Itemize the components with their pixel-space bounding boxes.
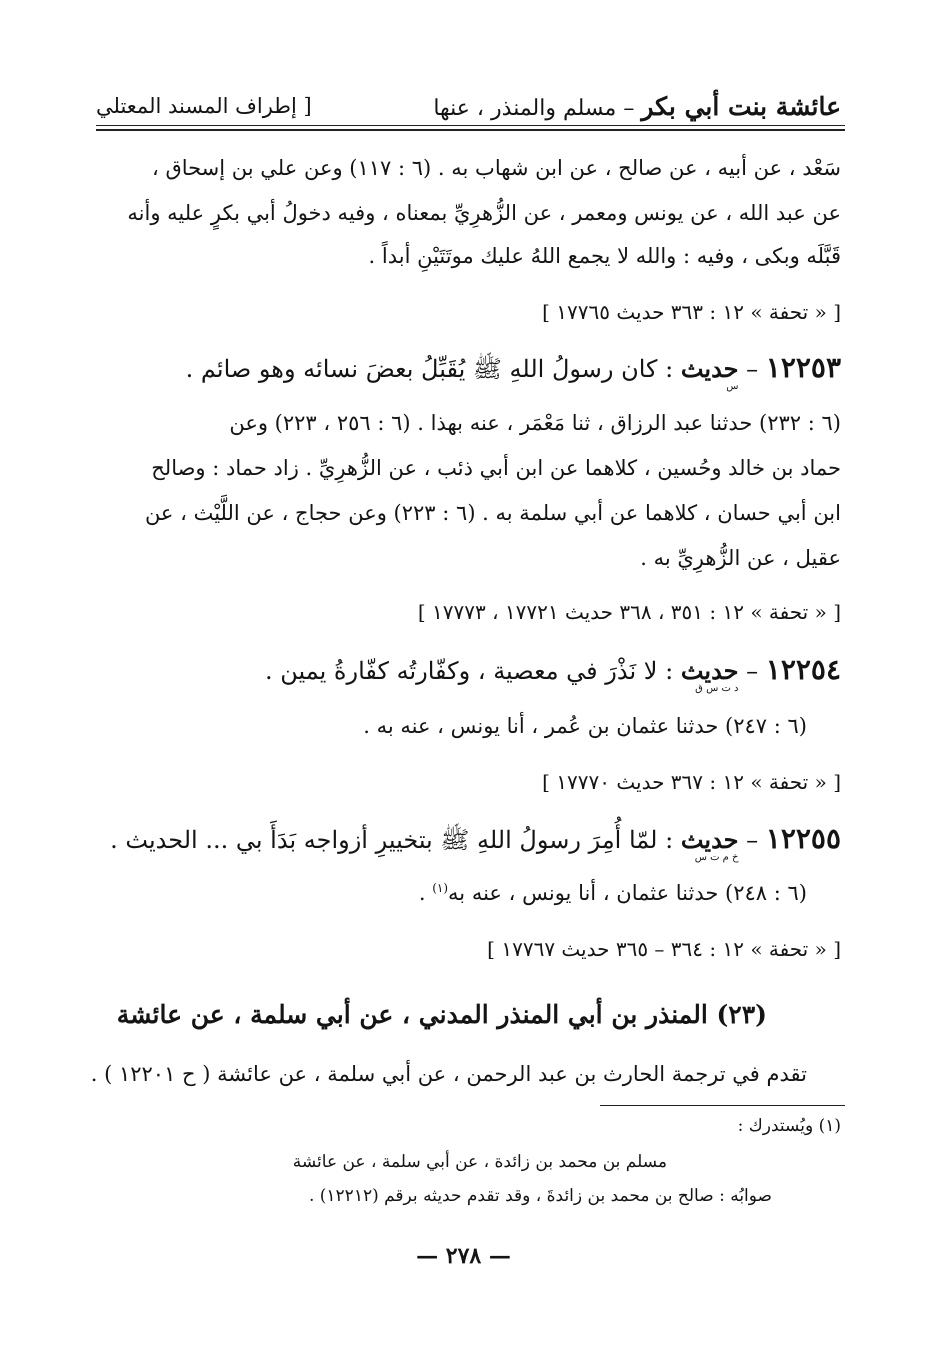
tuhfa-reference-2: [ « تحفة » ١٢ : ٣٥١ ، ٣٦٨ حديث ١٧٧٢١ ، ١٧٧٧٣ ] — [417, 600, 841, 624]
hadith-12253-line-3: ابن أبي حسان ، كلاهما عن أبي سلمة به . (٦ : ٢٢٣) وعن حجاج ، عن اللَّيْث ، عن — [144, 501, 841, 525]
intro-line-3: قَبَّلَه وبكى ، وفيه : والله لا يجمع اللهُ عليك موتَتَيْنِ أبداً . — [368, 244, 841, 268]
hadith-keyword: حديث — [680, 354, 739, 383]
footnote-marker: (١) — [432, 881, 449, 895]
tuhfa-reference-1: [ « تحفة » ١٢ : ٣٦٣ حديث ١٧٧٦٥ ] — [542, 300, 841, 324]
hadith-12253-line-1: (٦ : ٢٣٢) حدثنا عبد الرزاق ، ثنا مَعْمَر ، عنه بهذا . (٦ : ٢٥٦ ، ٢٢٣) وعن — [229, 411, 841, 435]
intro-line-2: عن عبد الله ، عن يونس ومعمر ، عن الزُّهرِيِّ بمعناه ، وفيه دخولُ أبي بكرٍ عليه وأنه — [127, 201, 841, 225]
footnote-separator — [600, 1105, 845, 1106]
hadith-12253-line-2: حماد بن خالد وحُسين ، كلاهما عن ابن أبي ذئب ، عن الزُّهرِيِّ . زاد حماد : وصالح — [151, 456, 841, 480]
hadith-dash: – — [746, 657, 759, 685]
header-subject: عائشة بنت أبي بكر — [641, 92, 841, 121]
hadith-sigla: س — [726, 381, 739, 392]
footnote-label: (١) ويُستدرك : — [737, 1116, 841, 1136]
hadith-keyword: حديث — [680, 825, 739, 854]
line-end: . — [418, 881, 433, 905]
hadith-12255-chain: (٦ : ٢٤٨) حدثنا عثمان ، أنا يونس ، عنه به — [448, 881, 807, 905]
section-23-text: تقدم في ترجمة الحارث بن عبد الرحمن ، عن أبي سلمة ، عن عائشة ( ح ١٢٢٠١ ) . — [90, 1062, 807, 1086]
hadith-number: ١٢٢٥٤ — [765, 653, 841, 686]
hadith-sigla: خ م ت س — [694, 852, 739, 863]
footnote-line-2: صوابُه : صالح بن محمد بن زائدةَ ، وقد تقدم حديثه برقم (١٢٢١٢) . — [308, 1186, 772, 1206]
hadith-text: : لا نَذْرَ في معصية ، وكفّارتُه كفّارةُ يمين . — [264, 657, 674, 685]
hadith-keyword: حديث — [680, 656, 739, 685]
hadith-12254-heading — [264, 653, 841, 694]
intro-line-1: سَعْد ، عن أبيه ، عن صالح ، عن ابن شهاب به . (٦ : ١١٧) وعن علي بن إسحاق ، — [151, 156, 841, 180]
hadith-text: : كان رسولُ اللهِ ﷺ يُقَبِّلُ بعضَ نسائه وهو صائم . — [185, 355, 674, 383]
tuhfa-reference-3: [ « تحفة » ١٢ : ٣٦٧ حديث ١٧٧٧٠ ] — [542, 770, 841, 794]
hadith-number: ١٢٢٥٣ — [765, 351, 841, 384]
running-header-title — [433, 92, 841, 121]
page-number: — ٢٧٨ — — [416, 1243, 511, 1269]
hadith-12253-heading — [185, 351, 841, 392]
running-header-book: [ إطراف المسند المعتلي — [96, 94, 312, 118]
hadith-text: : لمّا أُمِرَ رسولُ اللهِ ﷺ بتخييرِ أزواجه بَدَأَ بي ... الحديث . — [110, 826, 674, 854]
header-subtitle: – مسلم والمنذر ، عنها — [433, 96, 635, 121]
hadith-dash: – — [746, 826, 759, 854]
section-23-title: (٢٣) المنذر بن أبي المنذر المدني ، عن أبي سلمة ، عن عائشة — [116, 1000, 767, 1029]
header-rule-bottom — [96, 129, 845, 131]
header-rule-top — [96, 125, 845, 126]
hadith-12253-line-4: عقيل ، عن الزُّهرِيِّ به . — [640, 546, 841, 570]
hadith-12254-line-1: (٦ : ٢٤٧) حدثنا عثمان بن عُمر ، أنا يونس ، عنه به . — [363, 714, 807, 738]
hadith-sigla: د ت س ق — [695, 683, 739, 694]
tuhfa-reference-4: [ « تحفة » ١٢ : ٣٦٤ – ٣٦٥ حديث ١٧٧٦٧ ] — [487, 937, 841, 961]
footnote-line-1: مسلم بن محمد بن زائدة ، عن أبي سلمة ، عن عائشة — [292, 1152, 667, 1172]
hadith-number: ١٢٢٥٥ — [765, 822, 841, 855]
hadith-dash: – — [746, 355, 759, 383]
hadith-12255-heading — [110, 822, 841, 863]
hadith-12255-line-1 — [419, 881, 807, 905]
